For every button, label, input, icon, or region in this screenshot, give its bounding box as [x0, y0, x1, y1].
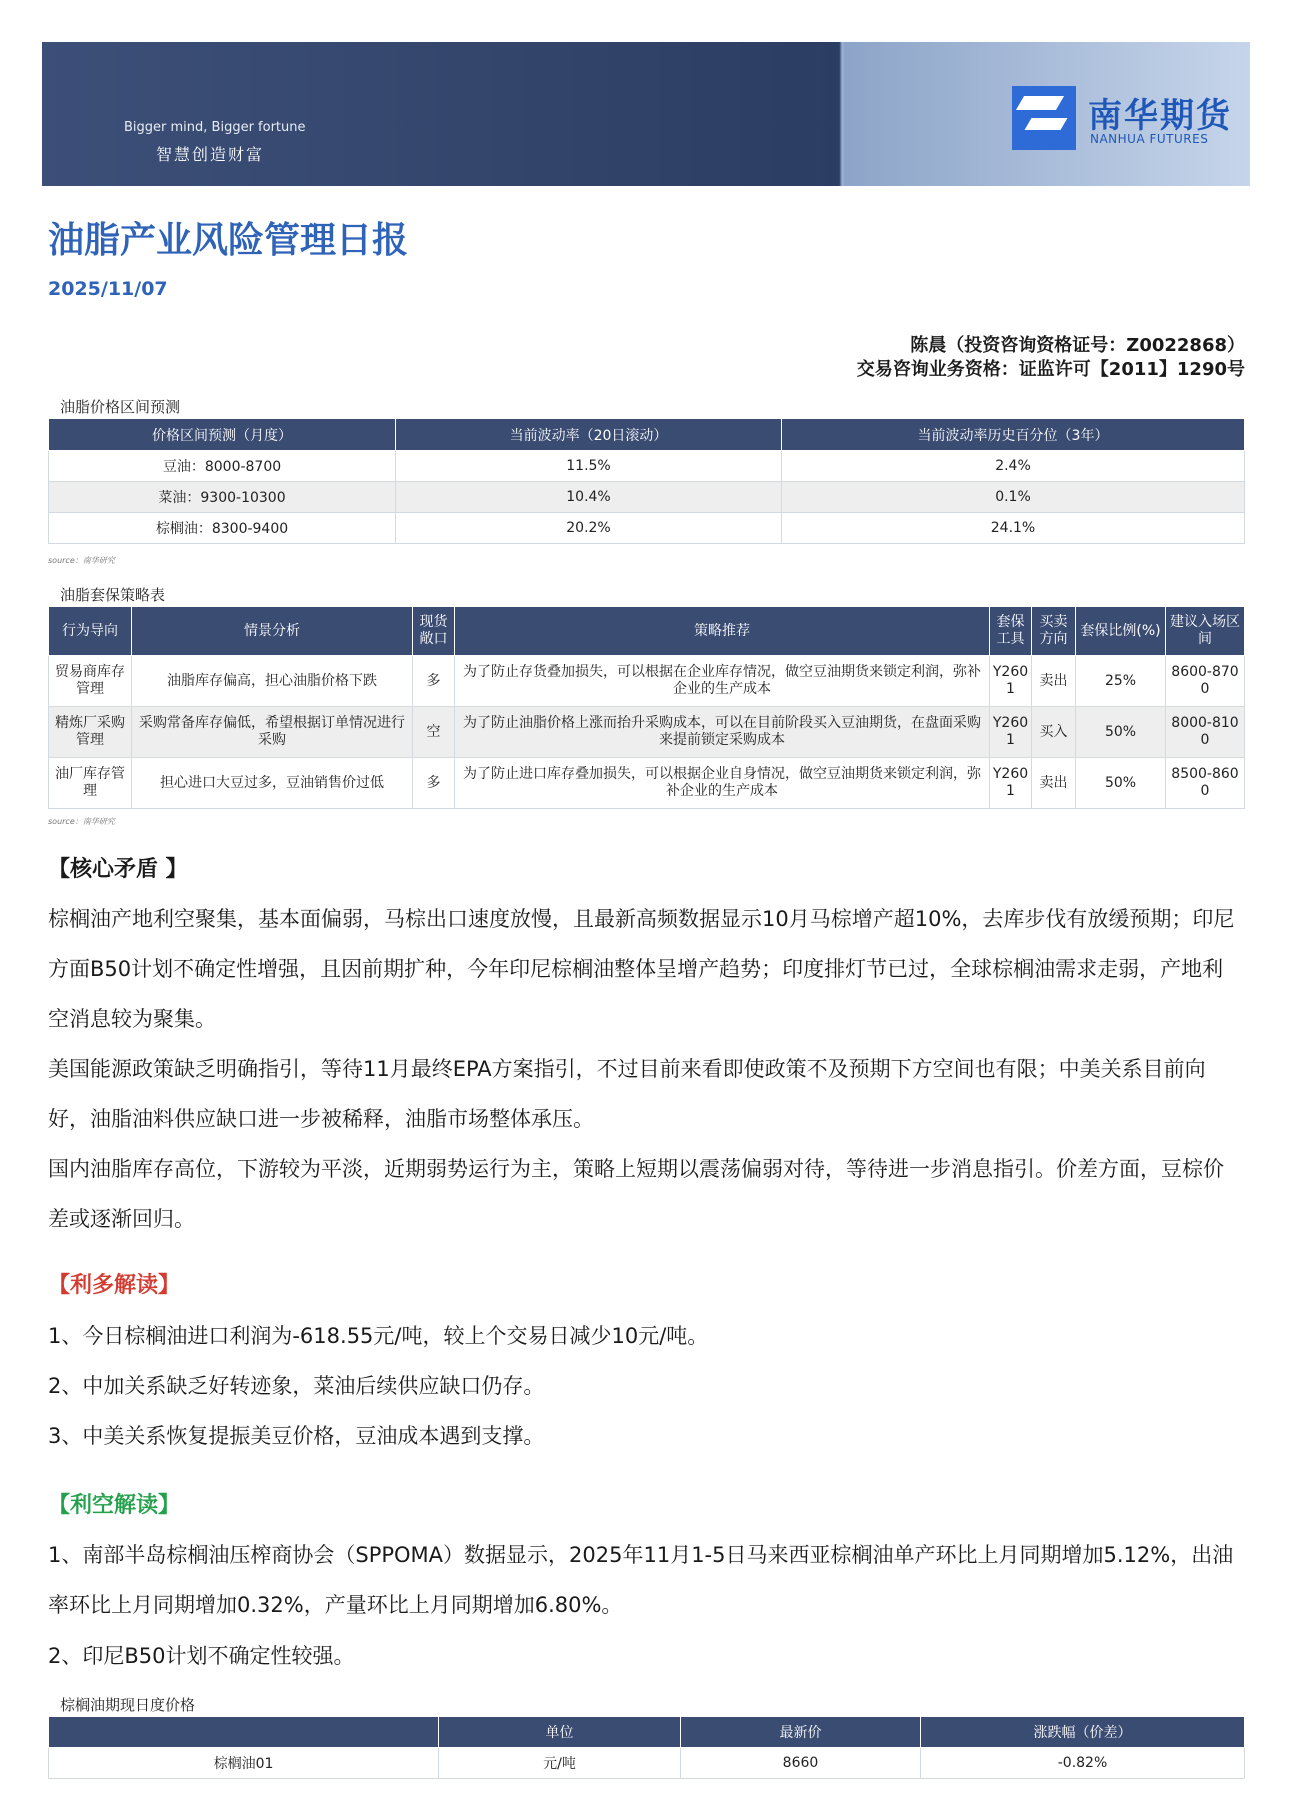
table-header: 价格区间预测（月度）: [49, 419, 396, 451]
table-header: [49, 1717, 439, 1748]
table-row: [49, 513, 1245, 544]
table-row: [49, 1748, 1245, 1779]
bullish-item: 1、今日棕榈油进口利润为-618.55元/吨，较上个交易日减少10元/吨。: [48, 1324, 709, 1348]
company-logo: [1012, 86, 1242, 156]
table-header: 情景分析: [132, 607, 413, 656]
banner-tagline-en: Bigger mind, Bigger fortune: [124, 120, 306, 135]
author-block: [857, 334, 1245, 382]
author-name: 陈晨（投资咨询资格证号：Z0022868）: [910, 335, 1245, 356]
table2-caption: 油脂套保策略表: [60, 586, 166, 604]
table-header: 当前波动率（20日滚动）: [396, 419, 782, 451]
table-header: 买卖方向: [1032, 607, 1076, 656]
logo-text-cn: 南华期货: [1088, 96, 1232, 136]
table-header: 最新价: [681, 1717, 921, 1748]
table-cell: 为了防止存货叠加损失，可以根据在企业库存情况，做空豆油期货来锁定利润，弥补企业的生产成本: [455, 656, 990, 707]
table-row: [49, 451, 1245, 482]
table-cell: 卖出: [1032, 758, 1076, 809]
table-cell: 24.1%: [782, 513, 1245, 544]
banner-tagline-cn: 智慧创造财富: [156, 145, 265, 164]
hedging-strategy-table: [48, 606, 1245, 809]
report-title: 油脂产业风险管理日报: [48, 220, 409, 261]
table-header: 单位: [439, 1717, 681, 1748]
table-cell: 8600-8700: [1166, 656, 1245, 707]
core-heading: 【核心矛盾 】: [48, 857, 188, 882]
table1-source: source：南华研究: [48, 556, 115, 565]
table-cell: 油脂库存偏高，担心油脂价格下跌: [132, 656, 413, 707]
table-header: 套保工具: [990, 607, 1032, 656]
table2-source: source：南华研究: [48, 817, 115, 826]
table-cell: 为了防止油脂价格上涨而抬升采购成本，可以在目前阶段买入豆油期货，在盘面采购来提前锁定采购成本: [455, 707, 990, 758]
table-cell: 25%: [1076, 656, 1166, 707]
table-cell: 担心进口大豆过多，豆油销售价过低: [132, 758, 413, 809]
header-banner: [42, 42, 1250, 186]
banner-divider: [842, 42, 844, 186]
table-header: 涨跌幅（价差）: [921, 1717, 1245, 1748]
author-license: 交易咨询业务资格：证监许可【2011】1290号: [856, 359, 1245, 380]
table-cell: Y2601: [990, 656, 1032, 707]
bearish-heading: 【利空解读】: [48, 1493, 181, 1518]
table-cell: 50%: [1076, 758, 1166, 809]
table-cell: 10.4%: [396, 482, 782, 513]
logo-text-en: NANHUA FUTURES: [1090, 132, 1209, 146]
table-cell: 8500-8600: [1166, 758, 1245, 809]
table-cell: 2.4%: [782, 451, 1245, 482]
table-cell: 采购常备库存偏低，希望根据订单情况进行采购: [132, 707, 413, 758]
table-cell: 为了防止进口库存叠加损失，可以根据企业自身情况，做空豆油期货来锁定利润，弥补企业的生产成本: [455, 758, 990, 809]
table-cell: 精炼厂采购管理: [49, 707, 132, 758]
table-cell: Y2601: [990, 758, 1032, 809]
table-cell: 50%: [1076, 707, 1166, 758]
table-cell: 多: [413, 656, 455, 707]
table-cell: 空: [413, 707, 455, 758]
table-cell: 多: [413, 758, 455, 809]
bullish-heading: 【利多解读】: [48, 1273, 181, 1298]
table-row: [49, 758, 1245, 809]
price-range-table: [48, 418, 1245, 544]
table-cell: 元/吨: [439, 1748, 681, 1779]
table-header: 现货敞口: [413, 607, 455, 656]
logo-mark-icon: [1012, 86, 1076, 150]
table-cell: 20.2%: [396, 513, 782, 544]
table-cell: 菜油：9300-10300: [49, 482, 396, 513]
core-paragraph-1: 棕榈油产地利空聚集，基本面偏弱，马棕出口速度放慢，且最新高频数据显示10月马棕增产超10%，去库步伐有放缓预期；印尼方面B50计划不确定性增强，且因前期扩种，今年印尼棕榈油整体呈增产趋势；印度排灯节已过，全球棕榈油需求走弱，产地利空消息较为聚集。: [48, 907, 1235, 1031]
core-paragraph-2: 美国能源政策缺乏明确指引，等待11月最终EPA方案指引，不过目前来看即使政策不及预期下方空间也有限；中美关系目前向好，油脂油料供应缺口进一步被稀释，油脂市场整体承压。: [48, 1057, 1206, 1131]
table-cell: 油厂库存管理: [49, 758, 132, 809]
bullish-item: 2、中加关系缺乏好转迹象，菜油后续供应缺口仍存。: [48, 1374, 545, 1398]
table-cell: 卖出: [1032, 656, 1076, 707]
table-cell: 8000-8100: [1166, 707, 1245, 758]
table1-caption: 油脂价格区间预测: [60, 398, 181, 416]
table-header: 套保比例(%): [1076, 607, 1166, 656]
table-row: [49, 482, 1245, 513]
table-row: [49, 707, 1245, 758]
table-cell: 棕榈油：8300-9400: [49, 513, 396, 544]
table-cell: 买入: [1032, 707, 1076, 758]
report-date: 2025/11/07: [48, 278, 168, 300]
table-cell: Y2601: [990, 707, 1032, 758]
bearish-item: 1、南部半岛棕榈油压榨商协会（SPPOMA）数据显示，2025年11月1-5日马来西亚棕榈油单产环比上月同期增加5.12%，出油率环比上月同期增加0.32%，产量环比上月同期增加6.80%。: [48, 1543, 1234, 1617]
table-cell: 豆油：8000-8700: [49, 451, 396, 482]
table-cell: -0.82%: [921, 1748, 1245, 1779]
table-row: [49, 656, 1245, 707]
palm-oil-price-table: [48, 1716, 1245, 1779]
table-cell: 8660: [681, 1748, 921, 1779]
table-cell: 0.1%: [782, 482, 1245, 513]
table-cell: 11.5%: [396, 451, 782, 482]
table-cell: 贸易商库存管理: [49, 656, 132, 707]
table3-caption: 棕榈油期现日度价格: [60, 1696, 196, 1714]
table-header: 当前波动率历史百分位（3年）: [782, 419, 1245, 451]
core-paragraph-3: 国内油脂库存高位，下游较为平淡，近期弱势运行为主，策略上短期以震荡偏弱对待，等待进一步消息指引。价差方面，豆棕价差或逐渐回归。: [48, 1157, 1224, 1231]
bullish-item: 3、中美关系恢复提振美豆价格，豆油成本遇到支撑。: [48, 1424, 545, 1448]
table-header: 行为导向: [49, 607, 132, 656]
table-header: 策略推荐: [455, 607, 990, 656]
table-header: 建议入场区间: [1166, 607, 1245, 656]
table-cell: 棕榈油01: [49, 1748, 439, 1779]
bearish-item: 2、印尼B50计划不确定性较强。: [48, 1644, 355, 1668]
